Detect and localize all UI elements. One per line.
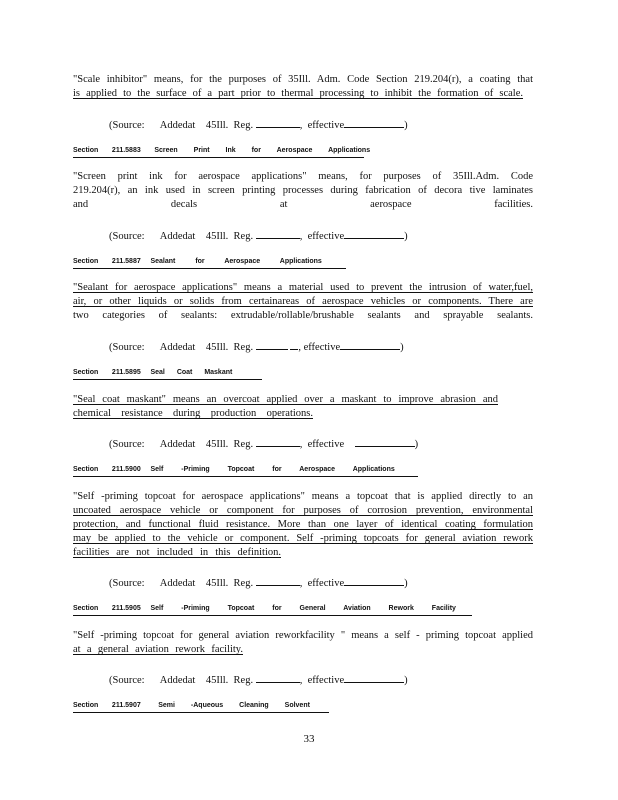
definition-line: chemical resistance during production operations. <box>73 408 313 419</box>
definition-seal-coat-maskant <box>73 393 533 421</box>
definition-line: "Seal coat maskant" means an overcoat applied over a maskant to improve abrasion and <box>73 394 498 405</box>
definition-line: is applied to the surface of a part prior to thermal processing to inhibit the formation of scale. <box>73 88 523 99</box>
section-heading-211-5883: Section 211.5883 Screen Print Ink for Aerospace Applications <box>73 146 364 158</box>
section-heading-211-5900: Section 211.5900 Self -Priming Topcoat for Aerospace Applications <box>73 465 418 477</box>
section-heading-211-5887: Section 211.5887 Sealant for Aerospace Applications <box>73 257 346 269</box>
source-note: (Source: Addedat 45Ill. Reg. , effective ) <box>109 435 418 452</box>
source-note: (Source: Addedat 45Ill. Reg. , effective ) <box>109 574 408 591</box>
definition-scale-inhibitor <box>73 73 533 101</box>
source-note: (Source: Addedat 45Ill. Reg. , effective ) <box>109 338 404 355</box>
section-heading-211-5895: Section 211.5895 Seal Coat Maskant <box>73 368 262 380</box>
definition-line: at a general aviation rework facility. <box>73 644 243 655</box>
page-number: 33 <box>303 733 315 745</box>
source-note: (Source: Addedat 45Ill. Reg. , effective ) <box>109 671 408 688</box>
definition-line: protection, and functional fluid resistance. More than one layer of identical coating formulation <box>73 519 533 530</box>
definition-sealant <box>73 281 533 323</box>
definition-line: may be applied to the vehicle or component. Self -priming topcoats for general aviation rework <box>73 533 533 544</box>
definition-line: "Self -priming topcoat for aerospace applications" means a topcoat that is applied directly to an <box>73 491 533 502</box>
section-heading-211-5907: Section 211.5907 Semi -Aqueous Cleaning Solvent <box>73 701 329 713</box>
definition-line: air, or other liquids or solids from certainareas of aerospace vehicles or components. There are <box>73 296 533 307</box>
definition-line: "Sealant for aerospace applications" means a material used to prevent the intrusion of water,fuel, <box>73 282 533 293</box>
definition-self-priming-topcoat-general-aviation <box>73 629 533 657</box>
section-heading-211-5905: Section 211.5905 Self -Priming Topcoat for General Aviation Rework Facility <box>73 604 472 616</box>
source-note: (Source: Addedat 45Ill. Reg. , effective ) <box>109 116 408 133</box>
definition-line: "Screen print ink for aerospace applications" means, for purposes of 35Ill.Adm. Code <box>73 171 533 182</box>
definition-self-priming-topcoat-aerospace <box>73 490 533 560</box>
definition-line: 219.204(r), an ink used in screen printing processes during fabrication of decora tive laminates <box>73 185 533 196</box>
definition-line: and decals at aerospace facilities. <box>73 199 533 210</box>
definition-screen-print-ink <box>73 170 533 212</box>
definition-line: two categories of sealants: extrudable/rollable/brushable sealants and sprayable sealants. <box>73 310 533 321</box>
definition-line: facilities are not included in this definition. <box>73 547 281 558</box>
definition-line: "Self -priming topcoat for general aviation reworkfacility " means a self - priming topcoat applied <box>73 630 533 641</box>
source-note: (Source: Addedat 45Ill. Reg. , effective ) <box>109 227 408 244</box>
definition-line: "Scale inhibitor" means, for the purposes of 35Ill. Adm. Code Section 219.204(r), a coating that <box>73 74 533 85</box>
definition-line: uncoated aerospace vehicle or component for purposes of corrosion prevention, environmental <box>73 505 533 516</box>
